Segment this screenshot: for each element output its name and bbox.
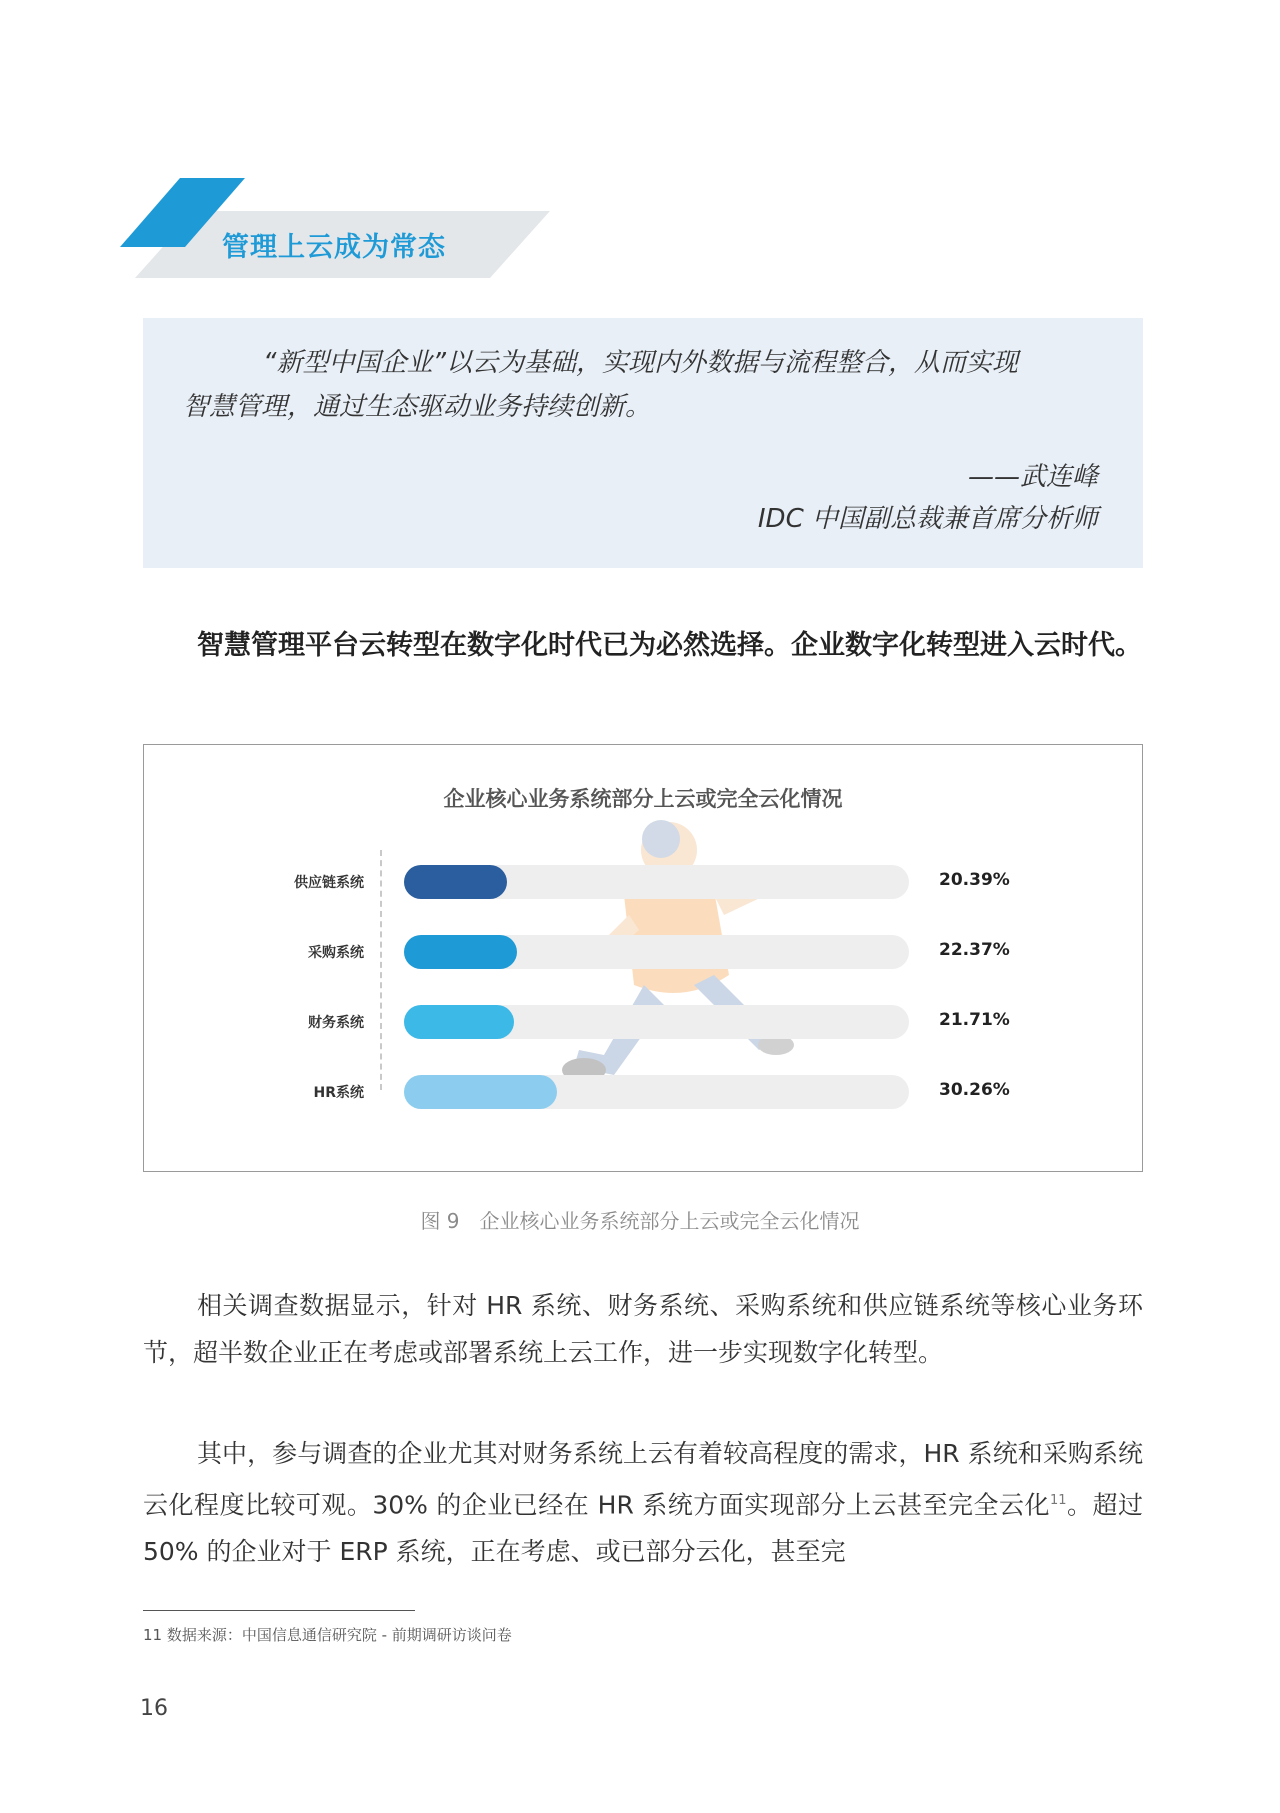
page-number: 16 [140, 1696, 168, 1721]
bar [404, 1075, 557, 1109]
figure-caption: 图 9 企业核心业务系统部分上云或完全云化情况 [420, 1209, 860, 1233]
body-paragraph-2-part-2: 。超过 50% 的企业对于 ERP 系统，正在考虑、或已部分云化，甚至完 [143, 1490, 1143, 1567]
chart-panel [143, 744, 1143, 1172]
quote-role: IDC 中国副总裁兼首席分析师 [757, 504, 1098, 534]
footnote-reference[interactable]: 11 [1049, 1493, 1067, 1508]
quote-line-1: “新型中国企业”以云为基础，实现内外数据与流程整合，从而实现 [263, 348, 1018, 378]
bar-track [404, 865, 909, 899]
value-label: 22.37% [939, 940, 1010, 960]
section-title: 管理上云成为常态 [222, 232, 446, 263]
bar-track [404, 1005, 909, 1039]
chart-axis-line [380, 850, 382, 1090]
category-label: 财务系统 [308, 1015, 364, 1031]
value-label: 20.39% [939, 870, 1010, 890]
body-paragraph-2-part-1: 其中，参与调查的企业尤其对财务系统上云有着较高程度的需求，HR 系统和采购系统云化程度比较可观。30% 的企业已经在 HR 系统方面实现部分上云甚至完全云化 [143, 1439, 1143, 1520]
bar-track [404, 935, 909, 969]
quote-attribution: ——武连峰 [967, 462, 1098, 492]
quote-box [143, 318, 1143, 568]
category-label: 供应链系统 [294, 875, 364, 891]
body-paragraph-2 [143, 1430, 1143, 1575]
category-label: HR系统 [313, 1085, 364, 1101]
footnote-divider [143, 1610, 415, 1611]
bar [404, 1005, 514, 1039]
bar-track [404, 1075, 909, 1109]
value-label: 21.71% [939, 1010, 1010, 1030]
chart-title: 企业核心业务系统部分上云或完全云化情况 [443, 787, 843, 811]
quote-line-2: 智慧管理，通过生态驱动业务持续创新。 [183, 392, 652, 422]
footnote-text: 11 数据来源：中国信息通信研究院 - 前期调研访谈问卷 [143, 1626, 512, 1644]
value-label: 30.26% [939, 1080, 1010, 1100]
category-label: 采购系统 [308, 945, 364, 961]
intro-paragraph: 智慧管理平台云转型在数字化时代已为必然选择。企业数字化转型进入云时代。 [197, 630, 1142, 661]
bar [404, 865, 507, 899]
body-paragraph-1: 相关调查数据显示，针对 HR 系统、财务系统、采购系统和供应链系统等核心业务环节，超半数企业正在考虑或部署系统上云工作，进一步实现数字化转型。 [143, 1291, 1143, 1367]
bar [404, 935, 517, 969]
